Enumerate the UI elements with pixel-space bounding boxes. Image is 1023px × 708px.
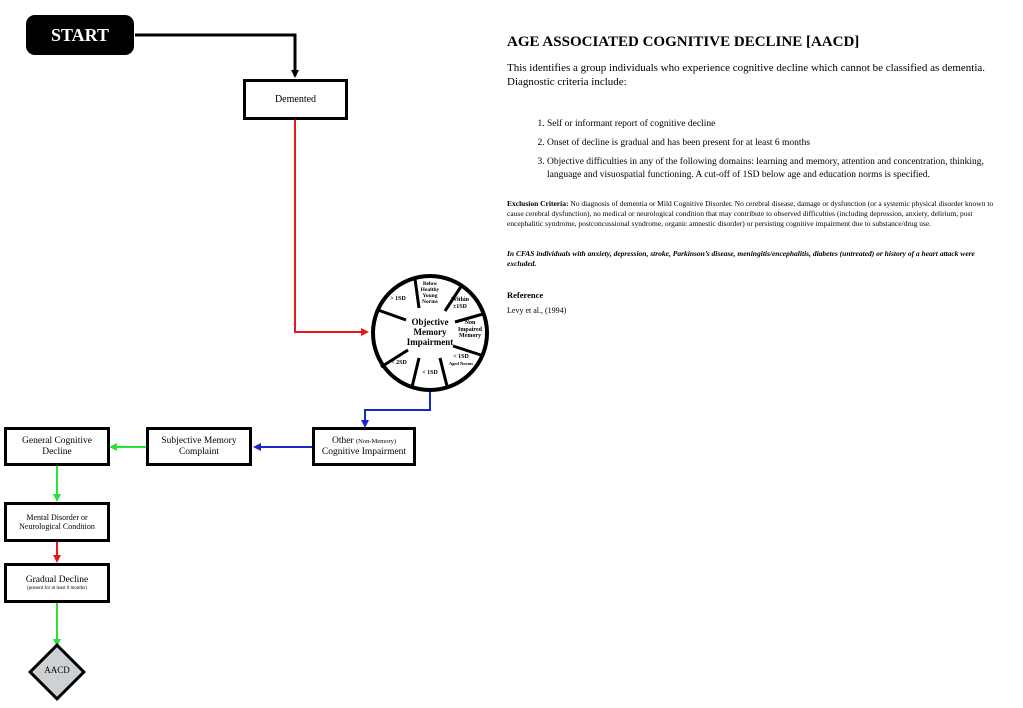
wheel-segment-lt1sd-aged: < 1SD Aged Norms xyxy=(448,354,474,366)
wheel-segment-lt1sd: < 1SD xyxy=(422,370,438,376)
connector-start-demented xyxy=(135,35,295,76)
exclusion-label: Exclusion Criteria: xyxy=(507,198,569,208)
panel-intro: This identifies a group individuals who experience cognitive decline which cannot be classified as dementia. Diagnostic criteria include: xyxy=(507,62,986,89)
reference-heading: Reference xyxy=(507,289,544,300)
subjective-label: Subjective Memory Complaint xyxy=(161,435,237,457)
subjective-memory-complaint-node xyxy=(146,427,252,466)
wheel-segment-within: Within ±1SD xyxy=(451,297,469,310)
criteria-item: 2. Onset of decline is gradual and has been present for at least 6 months xyxy=(547,137,1002,149)
connector-demented-circle xyxy=(295,119,367,332)
gradual-small-label: (present for at least 6 months) xyxy=(27,585,87,591)
exclusion-criteria xyxy=(507,199,1002,229)
demented-label: Demented xyxy=(274,93,317,105)
wheel-center-label: Objective Memory Impairment xyxy=(406,317,454,347)
exclusion-text: No diagnosis of dementia or Mild Cognitive Disorder. No cerebral disease, damage or dysfunction (or a systemic physical disorder known to cause cerebral dysfunction), no medical or neurological condition that may contribute to observed difficulties (including depression, anxiety, delirium, post encephalitic syndrome, postconcussional syndrome, organic amnestic disorder) or persisting cognitive impairment due to substance/drug use. xyxy=(507,198,994,229)
other-label: Other xyxy=(331,435,354,446)
connector-circle-other xyxy=(365,391,430,426)
wheel-segment-gt1sd: > 1SD xyxy=(390,296,406,302)
cfas-note: In CFAS individuals with anxiety, depression, stroke, Parkinson’s disease, meningitis/encephalitis, diabetes (untreated) or history of a heart attack were excluded. xyxy=(507,249,975,269)
mental-label: Mental Disorder or Neurological Condition xyxy=(19,512,95,531)
panel-title: AGE ASSOCIATED COGNITIVE DECLINE [AACD] xyxy=(507,34,860,50)
wheel-segment-below-healthy: Below Healthy Young Norms xyxy=(420,281,440,306)
wheel-segment-non-impaired: Non Impaired Memory xyxy=(458,320,482,340)
other-small-label: (Non-Memory) xyxy=(355,437,397,445)
general-cognitive-decline-node xyxy=(4,427,110,466)
gradual-decline-node xyxy=(4,563,110,603)
demented-node xyxy=(243,79,348,120)
gradual-label: Gradual Decline xyxy=(25,574,89,585)
criteria-item: 1. Self or informant report of cognitive decline xyxy=(547,118,1002,130)
start-label: START xyxy=(50,24,110,45)
reference-citation: Levy et al., (1994) xyxy=(507,305,567,315)
mental-disorder-node xyxy=(4,502,110,542)
start-node xyxy=(26,15,134,55)
criteria-list xyxy=(507,118,1002,181)
description-panel xyxy=(507,30,1002,315)
criteria-item: 3. Objective difficulties in any of the following domains: learning and memory, attention and concentration, thinking, language and visuospatial functioning. A cut-off of 1SD below age and education norms is specified. xyxy=(547,156,1002,181)
general-label: General Cognitive Decline xyxy=(22,435,92,457)
other-cognitive-impairment-node xyxy=(312,427,416,466)
other-line2-label: Cognitive Impairment xyxy=(321,446,407,457)
wheel-segment-lt2sd: < 2SD xyxy=(391,360,407,366)
aacd-label: AACD xyxy=(44,665,70,675)
